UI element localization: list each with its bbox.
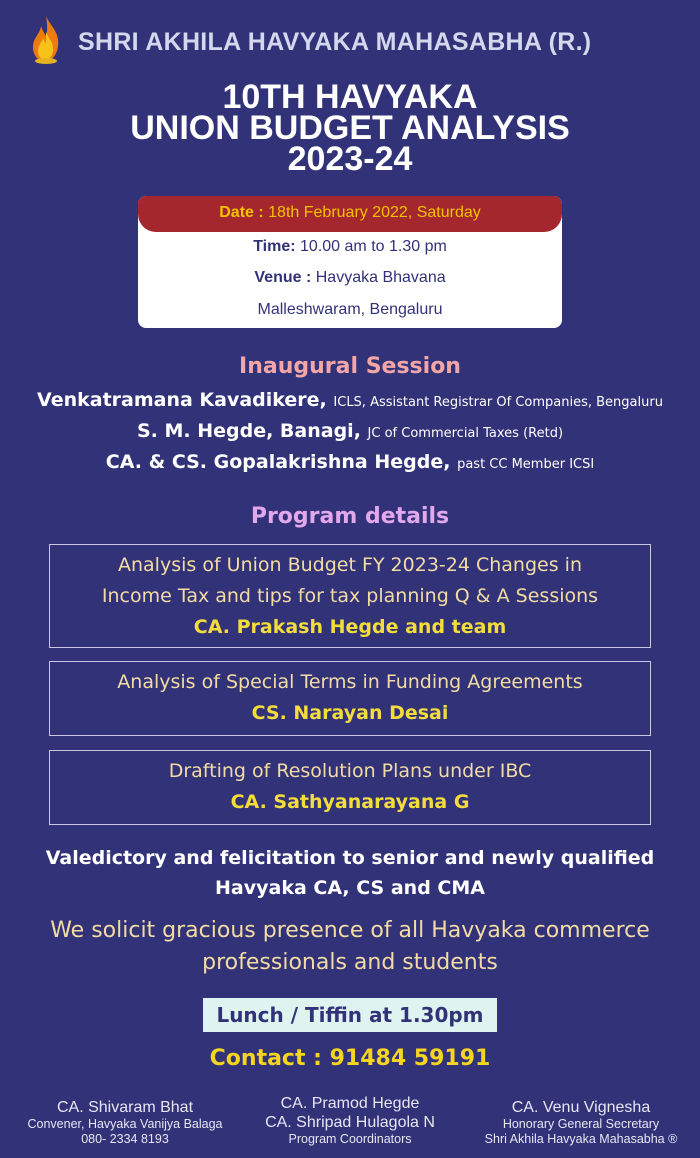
program-item-speaker: CA. Prakash Hegde and team [193, 616, 507, 638]
footer-role: Convener, Havyaka Vanijya Balaga [27, 1117, 223, 1131]
program-item-2 [49, 661, 651, 736]
event-info-box [138, 196, 562, 328]
footer-name: CA. Shripad Hulagola N [265, 1114, 435, 1131]
speaker-role: past CC Member ICSI [457, 457, 595, 472]
speaker-role: JC of Commercial Taxes (Retd) [367, 426, 564, 441]
inaugural-speaker-2 [0, 420, 700, 442]
footer-org: Shri Akhila Havyaka Mahasabha ® [484, 1132, 678, 1146]
footer-secretary [466, 1098, 696, 1147]
organization-name: SHRI AKHILA HAVYAKA MAHASABHA (R.) [78, 28, 592, 56]
footer-role: Honorary General Secretary [502, 1117, 660, 1131]
lunch-badge: Lunch / Tiffin at 1.30pm [203, 998, 497, 1032]
inaugural-speaker-1 [0, 389, 700, 411]
venue-line [138, 269, 562, 287]
title-line-2: UNION BUDGET ANALYSIS [130, 109, 570, 147]
footer-phone: 080- 2334 8193 [81, 1132, 169, 1146]
speaker-role: ICLS, Assistant Registrar Of Companies, Bengaluru [333, 395, 663, 410]
program-item-speaker: CA. Sathyanarayana G [230, 791, 470, 813]
venue-label: Venue : [254, 269, 312, 286]
footer-coordinators [235, 1094, 465, 1147]
time-line [138, 238, 562, 256]
valedictory-line-2: Havyaka CA, CS and CMA [215, 877, 485, 899]
footer-name: CA. Venu Vignesha [511, 1099, 651, 1116]
title-line-1: 10TH HAVYAKA [222, 78, 478, 116]
time-label: Time: [253, 238, 296, 255]
solicit-line-1: We solicit gracious presence of all Havyaka commerce [50, 918, 650, 943]
date-band [138, 196, 562, 232]
speaker-name: Venkatramana Kavadikere, [37, 389, 327, 411]
speaker-name: S. M. Hegde, Banagi, [136, 420, 361, 442]
program-item-text: Income Tax and tips for tax planning Q & A Sessions [101, 585, 599, 607]
program-heading: Program details [250, 504, 450, 529]
program-item-text: Drafting of Resolution Plans under IBC [168, 760, 532, 782]
contact-number: Contact : 91484 59191 [209, 1046, 491, 1071]
footer-name: CA. Pramod Hegde [280, 1095, 420, 1112]
inaugural-heading: Inaugural Session [239, 354, 461, 379]
program-item-text: Analysis of Union Budget FY 2023-24 Changes in [118, 554, 582, 576]
valedictory-line-1: Valedictory and felicitation to senior and newly qualified [45, 847, 655, 869]
speaker-name: CA. & CS. Gopalakrishna Hegde, [105, 451, 451, 473]
footer-role: Program Coordinators [288, 1132, 412, 1146]
footer-name: CA. Shivaram Bhat [56, 1099, 194, 1116]
venue-line-2: Malleshwaram, Bengaluru [257, 301, 443, 318]
date-value: 18th February 2022, Saturday [268, 204, 481, 221]
solicit-line-2: professionals and students [202, 950, 498, 975]
program-item-speaker: CS. Narayan Desai [251, 702, 449, 724]
footer-convener [10, 1098, 240, 1147]
program-item-1 [49, 544, 651, 648]
inaugural-speaker-3 [0, 451, 700, 473]
program-item-text: Analysis of Special Terms in Funding Agreements [117, 671, 583, 693]
venue-value: Havyaka Bhavana [315, 269, 446, 286]
program-item-3 [49, 750, 651, 825]
title-line-3: 2023-24 [287, 140, 413, 178]
date-label: Date : [219, 204, 264, 221]
flame-logo-icon [28, 14, 64, 64]
time-value: 10.00 am to 1.30 pm [300, 238, 447, 255]
